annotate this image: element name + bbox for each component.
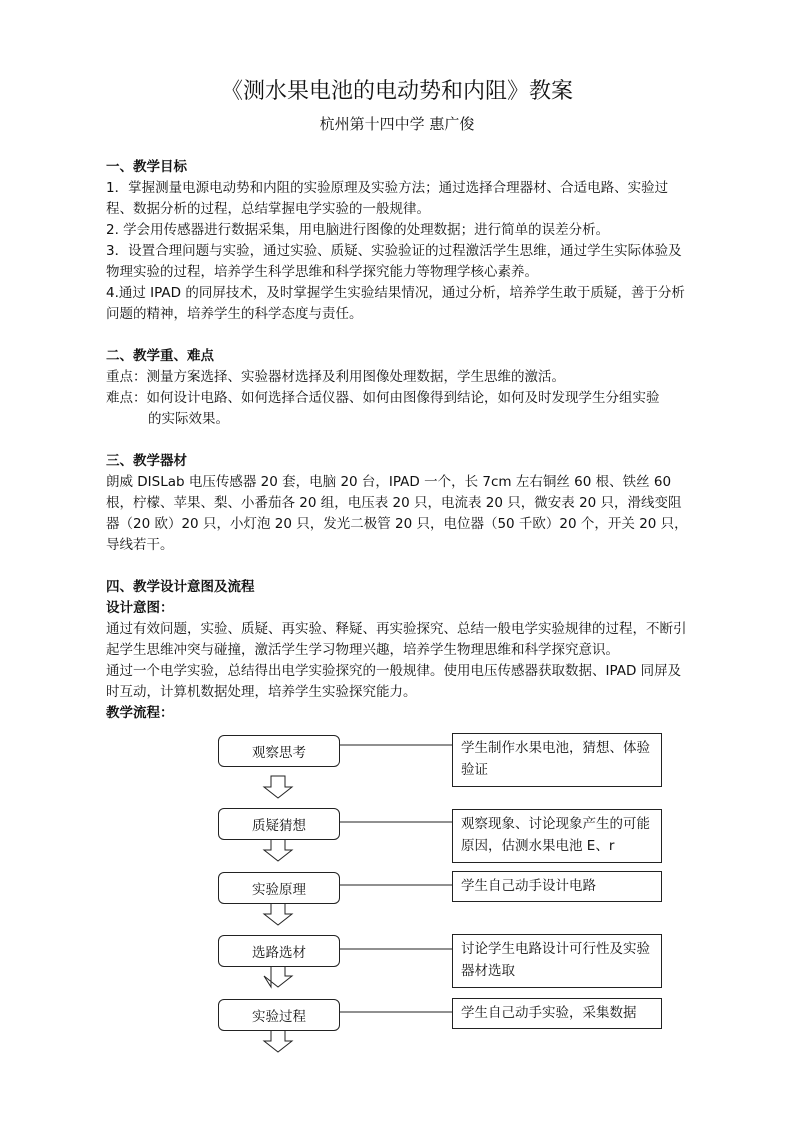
flow-desc-2: 观察现象、讨论现象产生的可能原因，估测水果电池 E、r <box>452 809 662 863</box>
down-arrow-4 <box>264 965 292 987</box>
flow-step-5: 实验过程 <box>218 999 340 1031</box>
key-point: 重点：测量方案选择、实验器材选择及利用图像处理数据，学生思维的激活。 <box>106 369 565 385</box>
design-intent-label: 设计意图： <box>106 600 174 616</box>
objective-1: 1．掌握测量电源电动势和内阻的实验原理及实验方法；通过选择合理器材、合适电路、实验过程、数据分析的过程，总结掌握电学实验的一般规律。 <box>106 180 669 217</box>
flow-desc-3: 学生自己动手设计电路 <box>452 871 662 902</box>
design-intent-p1: 通过有效问题，实验、质疑、再实验、释疑、再实验探究、总结一般电学实验规律的过程，不断引起学生思维冲突与碰撞，激活学生学习物理兴趣，培养学生物理思维和科学探究意识。 <box>106 621 687 658</box>
flow-desc-4: 讨论学生电路设计可行性及实验器材选取 <box>452 934 662 988</box>
flow-step-3: 实验原理 <box>218 872 340 904</box>
objective-2: 2. 学会用传感器进行数据采集，用电脑进行图像的处理数据；进行简单的误差分析。 <box>106 222 610 238</box>
down-arrow-1 <box>264 776 292 798</box>
down-arrow-5 <box>264 1030 292 1052</box>
down-arrow-2 <box>264 839 292 861</box>
teaching-flow-label: 教学流程： <box>106 705 174 721</box>
flow-step-4: 选路选材 <box>218 935 340 967</box>
difficult-point: 难点：如何设计电路、如何选择合适仪器、如何由图像得到结论，如何及时发现学生分组实验 <box>106 390 660 406</box>
design-intent-p2: 通过一个电学实验，总结得出电学实验探究的一般规律。使用电压传感器获取数据、IPAD 同屏及时互动，计算机数据处理，培养学生实验探究能力。 <box>106 663 682 700</box>
objective-4: 4.通过 IPAD 的同屏技术，及时掌握学生实验结果情况，通过分析，培养学生敢于质疑，善于分析问题的精神，培养学生的科学态度与责任。 <box>106 285 685 322</box>
objective-3: 3．设置合理问题与实验，通过实验、质疑、实验验证的过程激活学生思维，通过学生实际体验及物理实验的过程，培养学生科学思维和科学探究能力等物理学核心素养。 <box>106 243 682 280</box>
down-arrow-3 <box>264 903 292 925</box>
section3-heading: 三、教学器材 <box>106 453 187 469</box>
equipment-list: 朗威 DISLab 电压传感器 20 套，电脑 20 台，IPAD 一个，长 7cm 左右铜丝 60 根、铁丝 60 根，柠檬、苹果、梨、小番茄各 20 组，电压表 20 只，电流表 20 只，微安表 20 只，滑线变阻器（20 欧）20 只，小灯泡 20 只，发光二极管 20 只，电位器（50 千欧）20 个，开关 20 只，导线若干。 <box>106 474 688 553</box>
section2-heading: 二、教学重、难点 <box>106 348 214 364</box>
section4-heading: 四、教学设计意图及流程 <box>106 579 255 595</box>
flow-desc-5: 学生自己动手实验，采集数据 <box>452 998 662 1029</box>
flow-desc-1: 学生制作水果电池，猜想、体验验证 <box>452 733 662 787</box>
author-line: 杭州第十四中学 惠广俊 <box>319 115 475 133</box>
flow-step-1: 观察思考 <box>218 735 340 767</box>
difficult-point-cont: 的实际效果。 <box>148 411 229 427</box>
document-title: 《测水果电池的电动势和内阻》教案 <box>220 79 573 104</box>
section1-heading: 一、教学目标 <box>106 159 187 175</box>
flow-step-2: 质疑猜想 <box>218 808 340 840</box>
